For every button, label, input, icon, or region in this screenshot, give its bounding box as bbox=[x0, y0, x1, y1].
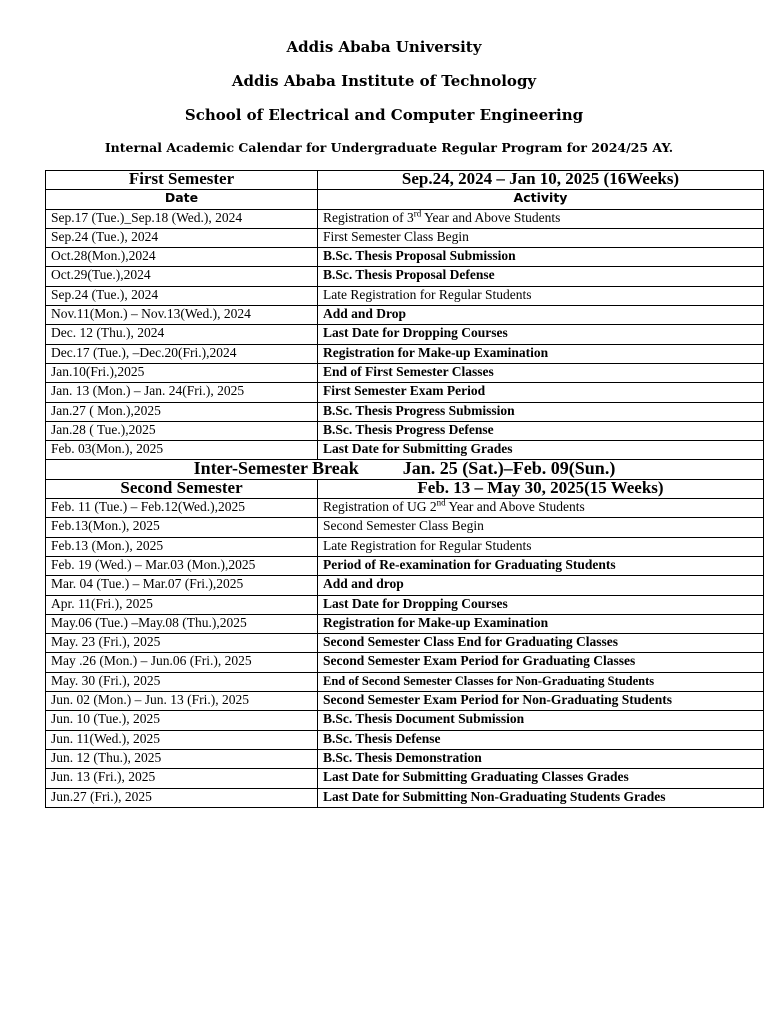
row-activity: Add and Drop bbox=[318, 306, 764, 325]
row-date: Sep.24 (Tue.), 2024 bbox=[46, 228, 318, 247]
row-activity: End of First Semester Classes bbox=[318, 363, 764, 382]
row-date: Jan. 13 (Mon.) – Jan. 24(Fri.), 2025 bbox=[46, 383, 318, 402]
second-semester-period: Feb. 13 – May 30, 2025(15 Weeks) bbox=[318, 479, 764, 498]
calendar-row bbox=[46, 749, 764, 768]
break-label: Inter-Semester Break bbox=[193, 458, 359, 479]
calendar-row bbox=[46, 672, 764, 691]
calendar-row bbox=[46, 344, 764, 363]
row-activity: B.Sc. Thesis Document Submission bbox=[318, 711, 764, 730]
row-date: Jun. 12 (Thu.), 2025 bbox=[46, 749, 318, 768]
row-date: May.06 (Tue.) –May.08 (Thu.),2025 bbox=[46, 614, 318, 633]
row-activity: Last Date for Dropping Courses bbox=[318, 325, 764, 344]
calendar-row bbox=[46, 402, 764, 421]
row-date: Nov.11(Mon.) – Nov.13(Wed.), 2024 bbox=[46, 306, 318, 325]
row-activity: Second Semester Exam Period for Graduating Classes bbox=[318, 653, 764, 672]
activity-column-header: Activity bbox=[318, 190, 764, 209]
row-date: Jun. 02 (Mon.) – Jun. 13 (Fri.), 2025 bbox=[46, 692, 318, 711]
row-date: Jan.28 ( Tue.),2025 bbox=[46, 421, 318, 440]
row-date: May. 23 (Fri.), 2025 bbox=[46, 634, 318, 653]
ordinal-suffix: rd bbox=[413, 208, 422, 219]
calendar-row bbox=[46, 441, 764, 460]
calendar-row bbox=[46, 730, 764, 749]
calendar-row bbox=[46, 614, 764, 633]
calendar-row bbox=[46, 363, 764, 382]
activity-text: Registration of UG 2 bbox=[323, 499, 437, 515]
row-date: Feb. 11 (Tue.) – Feb.12(Wed.),2025 bbox=[46, 499, 318, 518]
row-date: Feb.13(Mon.), 2025 bbox=[46, 518, 318, 537]
calendar-row bbox=[46, 711, 764, 730]
university-name: Addis Ababa University bbox=[286, 38, 482, 56]
row-activity bbox=[318, 209, 764, 228]
calendar-row bbox=[46, 286, 764, 305]
break-period: Jan. 25 (Sat.)–Feb. 09(Sun.) bbox=[402, 458, 616, 479]
row-activity bbox=[318, 499, 764, 518]
calendar-row bbox=[46, 267, 764, 286]
calendar-row bbox=[46, 692, 764, 711]
activity-text: Year and Above Students bbox=[421, 209, 561, 225]
row-activity: Second Semester Class Begin bbox=[318, 518, 764, 537]
calendar-row bbox=[46, 306, 764, 325]
row-activity: B.Sc. Thesis Defense bbox=[318, 730, 764, 749]
activity-text: Registration of 3 bbox=[323, 209, 414, 225]
second-semester-label: Second Semester bbox=[46, 479, 318, 498]
inter-semester-break bbox=[46, 460, 764, 479]
row-activity: B.Sc. Thesis Progress Defense bbox=[318, 421, 764, 440]
calendar-row bbox=[46, 653, 764, 672]
activity-text: Year and Above Students bbox=[445, 499, 585, 515]
institute-name: Addis Ababa Institute of Technology bbox=[231, 72, 537, 90]
calendar-row bbox=[46, 634, 764, 653]
second-semester-header-row bbox=[46, 479, 764, 498]
row-date: Jun. 11(Wed.), 2025 bbox=[46, 730, 318, 749]
calendar-row bbox=[46, 788, 764, 807]
row-date: Jun. 13 (Fri.), 2025 bbox=[46, 769, 318, 788]
row-activity: Last Date for Dropping Courses bbox=[318, 595, 764, 614]
row-date: Feb.13 (Mon.), 2025 bbox=[46, 537, 318, 556]
row-date: Dec. 12 (Thu.), 2024 bbox=[46, 325, 318, 344]
row-date: Sep.17 (Tue.)_Sep.18 (Wed.), 2024 bbox=[46, 209, 318, 228]
row-activity: B.Sc. Thesis Proposal Submission bbox=[318, 248, 764, 267]
row-date: May. 30 (Fri.), 2025 bbox=[46, 672, 318, 691]
calendar-row bbox=[46, 576, 764, 595]
row-activity: Last Date for Submitting Grades bbox=[318, 441, 764, 460]
row-activity: Late Registration for Regular Students bbox=[318, 537, 764, 556]
school-name: School of Electrical and Computer Engineering bbox=[184, 106, 584, 124]
academic-calendar-table bbox=[45, 170, 764, 808]
row-date: Jun. 10 (Tue.), 2025 bbox=[46, 711, 318, 730]
row-date: Feb. 03(Mon.), 2025 bbox=[46, 441, 318, 460]
ordinal-suffix: nd bbox=[436, 497, 446, 508]
row-activity: Late Registration for Regular Students bbox=[318, 286, 764, 305]
calendar-row bbox=[46, 769, 764, 788]
row-date: Mar. 04 (Tue.) – Mar.07 (Fri.),2025 bbox=[46, 576, 318, 595]
calendar-row bbox=[46, 556, 764, 575]
date-column-header: Date bbox=[46, 190, 318, 209]
calendar-title: Internal Academic Calendar for Undergraduate Regular Program for 2024/25 AY. bbox=[104, 140, 674, 155]
row-date: Apr. 11(Fri.), 2025 bbox=[46, 595, 318, 614]
calendar-row bbox=[46, 518, 764, 537]
row-date: Oct.29(Tue.),2024 bbox=[46, 267, 318, 286]
row-activity: Registration for Make-up Examination bbox=[318, 344, 764, 363]
calendar-row bbox=[46, 248, 764, 267]
row-date: Jan.10(Fri.),2025 bbox=[46, 363, 318, 382]
calendar-row bbox=[46, 325, 764, 344]
row-date: Sep.24 (Tue.), 2024 bbox=[46, 286, 318, 305]
first-semester-header-row bbox=[46, 171, 764, 190]
row-date: Dec.17 (Tue.), –Dec.20(Fri.),2024 bbox=[46, 344, 318, 363]
row-activity: Period of Re-examination for Graduating Students bbox=[318, 556, 764, 575]
calendar-row bbox=[46, 209, 764, 228]
calendar-row bbox=[46, 537, 764, 556]
row-activity: End of Second Semester Classes for Non-Graduating Students bbox=[318, 672, 764, 691]
row-activity: Add and drop bbox=[318, 576, 764, 595]
row-activity: Registration for Make-up Examination bbox=[318, 614, 764, 633]
calendar-row bbox=[46, 421, 764, 440]
calendar-row bbox=[46, 499, 764, 518]
calendar-row bbox=[46, 383, 764, 402]
calendar-row bbox=[46, 228, 764, 247]
row-date: Jan.27 ( Mon.),2025 bbox=[46, 402, 318, 421]
row-activity: B.Sc. Thesis Progress Submission bbox=[318, 402, 764, 421]
row-activity: Last Date for Submitting Non-Graduating Students Grades bbox=[318, 788, 764, 807]
row-date: Feb. 19 (Wed.) – Mar.03 (Mon.),2025 bbox=[46, 556, 318, 575]
first-semester-label: First Semester bbox=[46, 171, 318, 190]
row-date: May .26 (Mon.) – Jun.06 (Fri.), 2025 bbox=[46, 653, 318, 672]
row-date: Oct.28(Mon.),2024 bbox=[46, 248, 318, 267]
inter-semester-break-row bbox=[46, 460, 764, 479]
row-activity: Last Date for Submitting Graduating Classes Grades bbox=[318, 769, 764, 788]
row-activity: B.Sc. Thesis Proposal Defense bbox=[318, 267, 764, 286]
row-activity: Second Semester Exam Period for Non-Graduating Students bbox=[318, 692, 764, 711]
first-semester-period: Sep.24, 2024 – Jan 10, 2025 (16Weeks) bbox=[318, 171, 764, 190]
row-activity: Second Semester Class End for Graduating Classes bbox=[318, 634, 764, 653]
calendar-row bbox=[46, 595, 764, 614]
column-header-row bbox=[46, 190, 764, 209]
row-activity: First Semester Class Begin bbox=[318, 228, 764, 247]
row-date: Jun.27 (Fri.), 2025 bbox=[46, 788, 318, 807]
row-activity: B.Sc. Thesis Demonstration bbox=[318, 749, 764, 768]
row-activity: First Semester Exam Period bbox=[318, 383, 764, 402]
